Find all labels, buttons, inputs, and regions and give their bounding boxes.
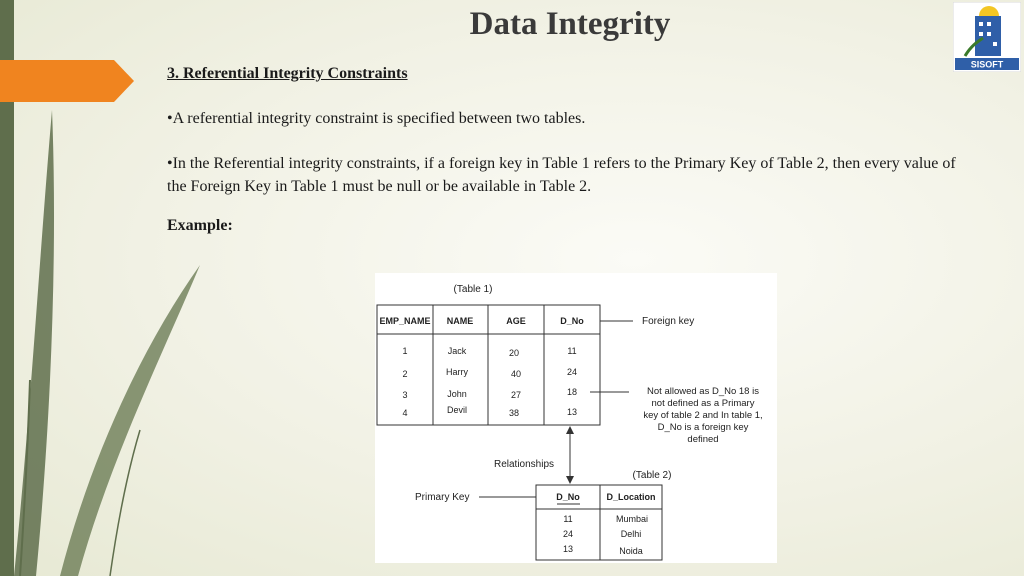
table1-cell: 11 bbox=[567, 346, 577, 356]
table1-cell: Harry bbox=[446, 367, 468, 377]
table2-cell: 24 bbox=[562, 529, 574, 539]
section-heading: 3. Referential Integrity Constraints bbox=[167, 65, 408, 82]
table1-cell: Devil bbox=[446, 405, 468, 415]
bullet-point-2: •In the Referential integrity constraints, if a foreign key in Table 1 refers to the Primary Key of Table 2, then every value of the Foreign Key in Table 1 must be null or be available in Table 2. bbox=[167, 155, 956, 195]
constraint-note-line: D_No is a foreign key bbox=[657, 422, 749, 433]
constraint-note-line: not defined as a Primary bbox=[651, 398, 755, 409]
constraint-note-line: defined bbox=[687, 434, 719, 445]
bullet-point-1: •A referential integrity constraint is specified between two tables. bbox=[167, 110, 586, 127]
table2-cell: Noida bbox=[619, 546, 643, 556]
table2-cell: 13 bbox=[562, 544, 574, 554]
table1-caption: (Table 1) bbox=[453, 284, 493, 295]
table1-cell: 2 bbox=[402, 369, 408, 379]
table1-header-age: AGE bbox=[506, 316, 526, 326]
relationship-arrow bbox=[566, 426, 574, 484]
constraint-note-line: key of table 2 and In table 1, bbox=[643, 410, 763, 421]
table2-header-d-location: D_Location bbox=[606, 492, 656, 502]
primary-key-label: Primary Key bbox=[415, 492, 470, 503]
table1-cell: 24 bbox=[566, 367, 578, 377]
table2-caption: (Table 2) bbox=[632, 470, 672, 481]
table1-cell: 18 bbox=[566, 387, 578, 397]
constraint-note-line: Not allowed as D_No 18 is bbox=[647, 386, 759, 397]
table2-cell: Mumbai bbox=[615, 514, 649, 524]
table1-cell: 38 bbox=[508, 408, 520, 418]
slide-title: Data Integrity bbox=[469, 6, 671, 42]
relationships-label: Relationships bbox=[493, 459, 555, 470]
foreign-key-label: Foreign key bbox=[642, 316, 695, 327]
table1-header-emp-name: EMP_NAME bbox=[379, 316, 431, 326]
sisoft-logo bbox=[953, 2, 1021, 72]
table1-cell: John bbox=[447, 389, 467, 399]
logo-text: SISOFT bbox=[970, 59, 1004, 70]
table2-cell: Delhi bbox=[620, 529, 642, 539]
table2-header-d-no: D_No bbox=[556, 492, 580, 502]
table1-cell: 20 bbox=[508, 348, 520, 358]
table1-cell: Jack bbox=[447, 346, 467, 356]
table1-cell: 40 bbox=[510, 369, 522, 379]
table1-cell: 27 bbox=[510, 390, 522, 400]
table1-cell: 3 bbox=[402, 390, 408, 400]
table2-cell: 11 bbox=[563, 514, 573, 524]
referential-integrity-diagram bbox=[375, 273, 777, 563]
table1-header-d-no: D_No bbox=[560, 316, 584, 326]
table1-cell: 1 bbox=[402, 346, 408, 356]
table1-cell: 13 bbox=[566, 407, 578, 417]
table1-header-name: NAME bbox=[446, 316, 474, 326]
orange-arrow-shape bbox=[0, 60, 134, 102]
table1-cell: 4 bbox=[402, 408, 408, 418]
example-label: Example: bbox=[167, 217, 233, 234]
